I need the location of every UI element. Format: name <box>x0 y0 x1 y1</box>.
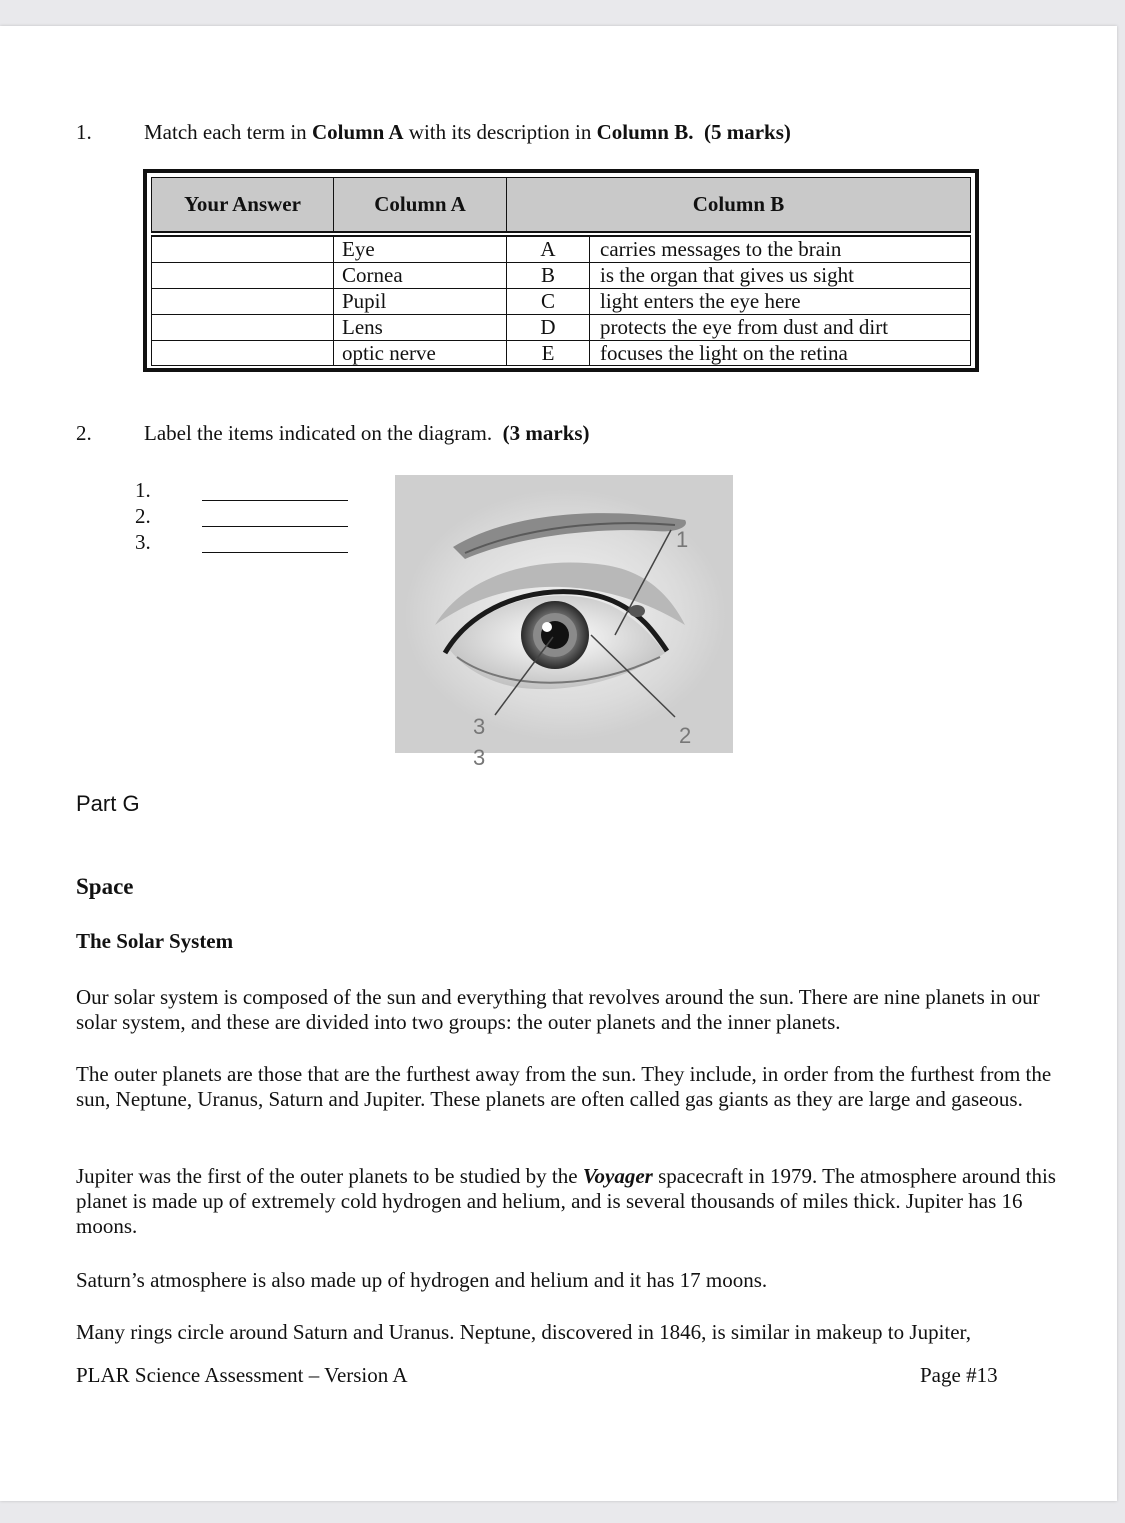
table-row <box>152 289 970 315</box>
question-2-text: Label the items indicated on the diagram. (3 marks) <box>144 421 590 445</box>
letter-cell: D <box>540 315 556 339</box>
paragraph-1: Our solar system is composed of the sun and everything that revolves around the sun. There are nine planets in our solar system, and these are divided into two groups: the outer planets and the inner planets. <box>76 985 1040 1034</box>
question-1-number: 1. <box>76 120 92 144</box>
term-cell: Cornea <box>342 263 403 287</box>
answer-blank-3[interactable] <box>202 552 348 553</box>
header-your-answer: Your Answer <box>184 192 301 216</box>
answer-cell[interactable] <box>152 315 333 340</box>
description-cell: is the organ that gives us sight <box>600 263 854 287</box>
document-page <box>0 26 1117 1501</box>
term-cell: Eye <box>342 237 375 261</box>
section-title: Space <box>76 874 134 899</box>
matching-table <box>143 169 979 372</box>
answer-cell[interactable] <box>152 341 333 366</box>
label-item-number: 2. <box>135 504 151 528</box>
table-row <box>152 237 970 263</box>
paragraph-3: Jupiter was the first of the outer planets to be studied by the Voyager spacecraft in 1979. The atmosphere around this planet is made up of extremely cold hydrogen and helium, and is several thousands of miles thick. Jupiter has 16 moons. <box>76 1164 1056 1238</box>
paragraph-4: Saturn’s atmosphere is also made up of hydrogen and helium and it has 17 moons. <box>76 1268 768 1292</box>
page-number: Page #13 <box>920 1363 998 1387</box>
term-cell: Pupil <box>342 289 387 313</box>
paragraph-5: Many rings circle around Saturn and Uranus. Neptune, discovered in 1846, is similar in makeup to Jupiter, <box>76 1320 971 1344</box>
paragraph-2: The outer planets are those that are the furthest away from the sun. They include, in order from the furthest from the sun, Neptune, Uranus, Saturn and Jupiter. These planets are often called gas giants as they are large and gaseous. <box>76 1062 1052 1111</box>
description-cell: light enters the eye here <box>600 289 801 313</box>
letter-cell: A <box>540 237 556 261</box>
table-row <box>152 315 970 341</box>
header-column-a: Column A <box>374 192 466 216</box>
diagram-label-3-visible: 3 <box>473 714 486 739</box>
eye-diagram <box>395 475 733 770</box>
matching-table-header <box>151 177 971 232</box>
label-item-number: 3. <box>135 530 151 554</box>
answer-blank-2[interactable] <box>202 526 348 527</box>
subsection-title: The Solar System <box>76 929 234 953</box>
answer-cell[interactable] <box>152 263 333 288</box>
term-cell: Lens <box>342 315 383 339</box>
matching-table-body <box>151 236 971 366</box>
answer-blank-1[interactable] <box>202 500 348 501</box>
header-column-b: Column B <box>692 192 785 216</box>
footer-title: PLAR Science Assessment – Version A <box>76 1363 408 1387</box>
question-1-text: Match each term in Column A with its description in Column B. (5 marks) <box>144 120 791 144</box>
part-title: Part G <box>76 791 140 816</box>
letter-cell: E <box>541 341 555 365</box>
term-cell: optic nerve <box>342 341 436 365</box>
description-cell: protects the eye from dust and dirt <box>600 315 889 339</box>
letter-cell: C <box>540 289 555 313</box>
question-2-number: 2. <box>76 421 92 445</box>
answer-cell[interactable] <box>152 289 333 314</box>
diagram-label-3: 3 <box>473 745 486 770</box>
answer-cell[interactable] <box>152 237 333 262</box>
diagram-label-1: 1 <box>676 527 689 552</box>
letter-cell: B <box>540 263 555 287</box>
table-row <box>152 341 970 367</box>
label-item-number: 1. <box>135 478 151 502</box>
description-cell: focuses the light on the retina <box>600 341 848 365</box>
table-row <box>152 263 970 289</box>
description-cell: carries messages to the brain <box>600 237 842 261</box>
diagram-label-2: 2 <box>679 723 692 748</box>
